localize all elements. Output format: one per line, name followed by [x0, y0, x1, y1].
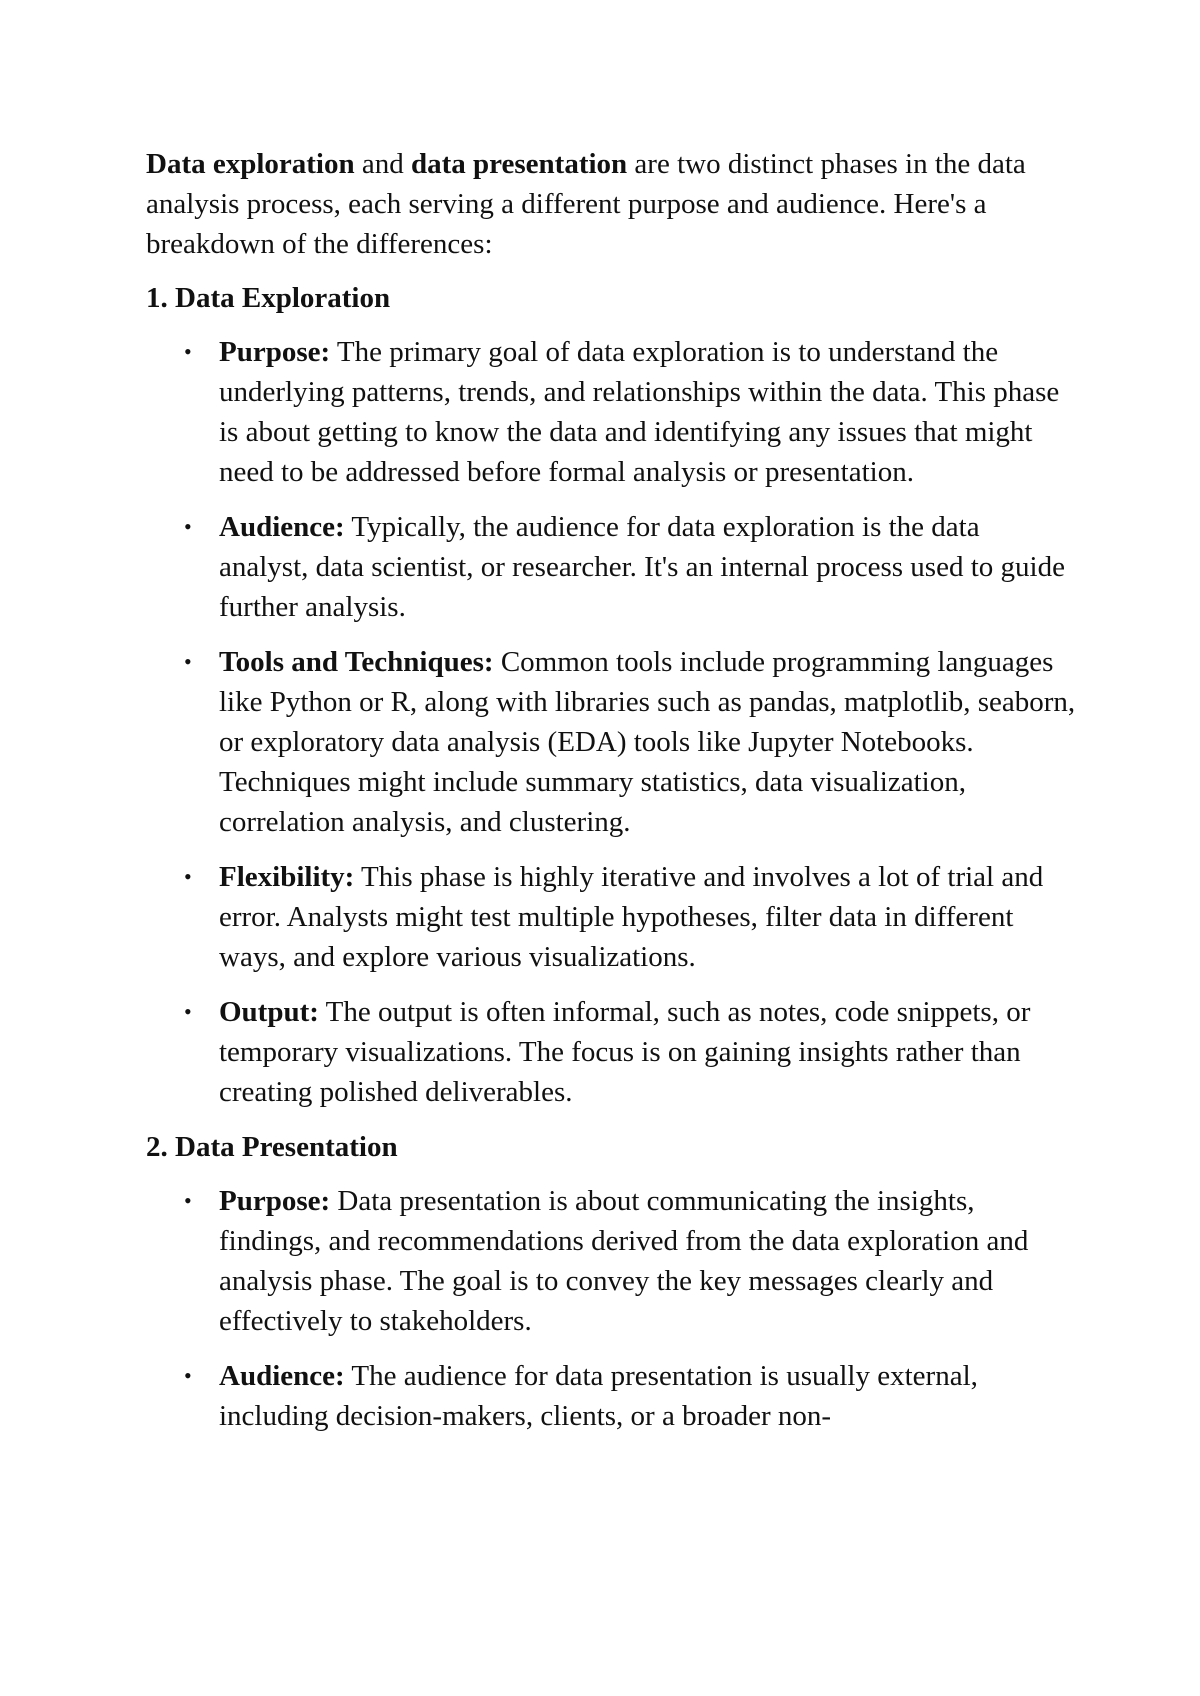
document-page: [146, 144, 1076, 1451]
bullet-icon: •: [184, 864, 192, 889]
intro-connector: and: [354, 148, 411, 180]
item-label: Purpose:: [219, 336, 331, 368]
intro-term-exploration: Data exploration: [146, 148, 355, 180]
list-item: [146, 1356, 1076, 1436]
intro-text: are two distinct phases in the data analysis process, each serving a different purpose and audience. Here's a breakdown of the differences:: [146, 148, 1026, 260]
item-text: This phase is highly iterative and involves a lot of trial and error. Analysts might test multiple hypotheses, filter data in different ways, and explore various visualizations.: [219, 861, 1044, 973]
item-text: Data presentation is about communicating the insights, findings, and recommendations derived from the data exploration and analysis phase. The goal is to convey the key messages clearly and effectively to stakeholders.: [219, 1185, 1029, 1337]
presentation-list: [146, 1181, 1076, 1436]
intro-paragraph: [146, 144, 1076, 264]
bullet-icon: •: [184, 649, 192, 674]
exploration-list: [146, 332, 1076, 1112]
bullet-icon: •: [184, 1363, 192, 1388]
item-label: Audience:: [219, 1360, 345, 1392]
bullet-icon: •: [184, 339, 192, 364]
item-label: Purpose:: [219, 1185, 331, 1217]
item-text: Common tools include programming languages like Python or R, along with libraries such as pandas, matplotlib, seaborn, or exploratory data analysis (EDA) tools like Jupyter Notebooks. Techniques might include summary statistics, data visualization, correlation analysis, and clustering.: [219, 646, 1076, 838]
item-label: Flexibility:: [219, 861, 355, 893]
list-item: [146, 332, 1076, 492]
list-item: [146, 507, 1076, 627]
item-text: The audience for data presentation is usually external, including decision-makers, clients, or a broader non-: [219, 1360, 978, 1432]
item-label: Output:: [219, 996, 319, 1028]
item-text: The primary goal of data exploration is to understand the underlying patterns, trends, and relationships within the data. This phase is about getting to know the data and identifying any issues that might need to be addressed before formal analysis or presentation.: [219, 336, 1060, 488]
item-label: Audience:: [219, 511, 345, 543]
list-item: [146, 1181, 1076, 1341]
bullet-icon: •: [184, 1188, 192, 1213]
section-heading-presentation: 2. Data Presentation: [146, 1131, 398, 1163]
item-label: Tools and Techniques:: [219, 646, 494, 678]
list-item: [146, 642, 1076, 842]
item-text: The output is often informal, such as notes, code snippets, or temporary visualizations. The focus is on gaining insights rather than creating polished deliverables.: [219, 996, 1031, 1108]
bullet-icon: •: [184, 514, 192, 539]
list-item: [146, 992, 1076, 1112]
list-item: [146, 857, 1076, 977]
item-text: Typically, the audience for data exploration is the data analyst, data scientist, or researcher. It's an internal process used to guide further analysis.: [219, 511, 1065, 623]
intro-term-presentation: data presentation: [411, 148, 628, 180]
section-heading-exploration: 1. Data Exploration: [146, 282, 391, 314]
bullet-icon: •: [184, 999, 192, 1024]
